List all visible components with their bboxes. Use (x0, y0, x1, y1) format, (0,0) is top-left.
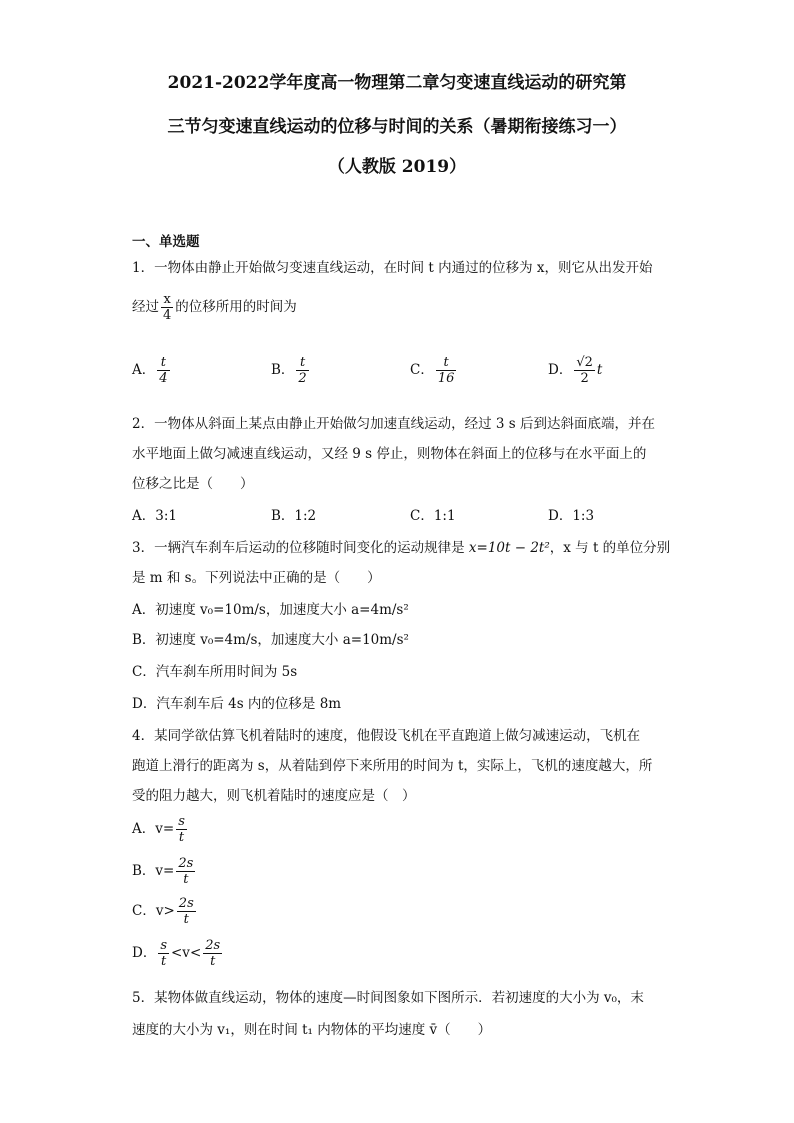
q1-option-b-den: 2 (298, 371, 307, 386)
q1-option-c-label: C． (410, 362, 434, 378)
q1-option-c-den: 16 (437, 371, 455, 386)
title-line-1: 2021-2022学年度高一物理第二章匀变速直线运动的研究第 (167, 73, 627, 93)
q1-frac-num: x (161, 292, 173, 308)
q4-option-d-frac-2 (203, 938, 222, 969)
q1-pre: 经过 (132, 299, 159, 315)
q1-option-d[interactable] (548, 355, 602, 386)
q1-option-b-frac (296, 355, 308, 386)
q4-option-b[interactable] (132, 856, 197, 887)
q4-line-3: 受的阻力越大，则飞机着陆时的速度应是（ ） (132, 788, 416, 804)
q4-option-a[interactable] (132, 814, 189, 845)
q1-option-a[interactable] (132, 355, 172, 386)
q5-line-2: 速度的大小为 v₁，则在时间 t₁ 内物体的平均速度 v̄（ ） (132, 1022, 492, 1038)
q2-option-c[interactable]: C．1:1 (410, 508, 456, 524)
q4-option-a-label: A． (132, 821, 156, 837)
q2-line-3: 位移之比是（ ） (132, 476, 254, 492)
q1-option-b[interactable] (271, 355, 311, 386)
q1-post: 的位移所用的时间为 (175, 299, 297, 315)
q1-option-d-den: 2 (580, 371, 589, 386)
q4-option-a-frac (176, 814, 187, 845)
q3-line-2: 是 m 和 s。下列说法中正确的是（ ） (132, 570, 381, 586)
q2-line-2: 水平地面上做匀减速直线运动，又经 9 s 停止，则物体在斜面上的位移与在水平面上的 (132, 446, 647, 462)
q1-option-d-tail: t (596, 362, 603, 378)
q4-option-d-label: D． (132, 945, 157, 961)
q1-option-c-num: t (436, 355, 457, 371)
section-heading: 一、单选题 (132, 234, 200, 250)
q4-option-c-num: 2s (178, 896, 194, 911)
q1-frac-den: 4 (163, 308, 172, 323)
q1-option-b-label: B． (271, 362, 295, 378)
q1-option-d-label: D． (548, 362, 573, 378)
q4-line-2: 跑道上滑行的距离为 s，从着陆到停下来所用的时间为 t，实际上，飞机的速度越大，所 (132, 758, 653, 774)
q3-line-1-end: ，x 与 t 的单位分别 (549, 540, 671, 556)
q1-line-2 (132, 292, 297, 323)
q1-option-b-num: t (296, 355, 308, 371)
q4-option-c-den: t (183, 912, 189, 927)
q4-option-a-den: t (178, 830, 185, 845)
q4-option-c-pre: v> (155, 903, 175, 919)
q4-option-b-label: B． (132, 863, 156, 879)
q4-option-d[interactable] (132, 938, 224, 969)
title-line-2: 三节匀变速直线运动的位移与时间的关系（暑期衔接练习一） (167, 117, 627, 137)
q1-option-a-den: 4 (159, 371, 168, 386)
q4-option-a-num: s (178, 814, 185, 829)
q4-option-b-pre: v= (155, 863, 175, 879)
q3-line-1 (132, 536, 670, 556)
q2-line-1: 2．一物体从斜面上某点由静止开始做匀加速直线运动，经过 3 s 后到达斜面底端，并在 (132, 416, 655, 432)
title-line-3: （人教版 2019） (327, 157, 467, 177)
q3-option-b[interactable]: B．初速度 v₀=4m/s，加速度大小 a=10m/s² (132, 632, 409, 648)
q5-line-1: 5．某物体做直线运动，物体的速度—时间图象如下图所示．若初速度的大小为 v₀，末 (132, 990, 644, 1006)
q4-option-d-num-1: s (160, 938, 167, 953)
q4-option-a-pre: v= (155, 821, 175, 837)
q4-option-b-den: t (183, 872, 189, 887)
q3-formula: x=10t − 2t² (468, 540, 550, 556)
q2-option-a[interactable]: A．3:1 (132, 508, 177, 524)
q4-option-d-den-1: t (161, 954, 167, 969)
q1-option-a-num: t (157, 355, 169, 371)
q4-option-d-mid: <v< (171, 945, 202, 961)
q4-option-b-num: 2s (178, 856, 194, 871)
q1-option-d-num: √2 (576, 355, 593, 370)
q4-option-c-label: C． (132, 903, 156, 919)
q1-option-c[interactable] (410, 355, 458, 386)
q4-option-d-frac-1 (158, 938, 169, 969)
q3-option-d[interactable]: D．汽车刹车后 4s 内的位移是 8m (132, 696, 342, 712)
q4-option-b-frac (176, 856, 195, 887)
q2-option-d[interactable]: D．1:3 (548, 508, 595, 524)
q1-option-d-frac (574, 355, 595, 386)
q3-line-1-start: 3．一辆汽车刹车后运动的位移随时间变化的运动规律是 (132, 540, 469, 556)
q4-line-1: 4．某同学欲估算飞机着陆时的速度，他假设飞机在平直跑道上做匀减速运动，飞机在 (132, 728, 641, 744)
q1-fraction (161, 292, 173, 323)
q1-option-a-label: A． (132, 362, 156, 378)
q4-option-c-frac (177, 896, 196, 927)
q2-option-b[interactable]: B．1:2 (271, 508, 317, 524)
q4-option-d-den-2: t (210, 954, 216, 969)
q1-option-c-frac (436, 355, 457, 386)
q4-option-c[interactable] (132, 896, 198, 927)
q1-line-1: 1．一物体由静止开始做匀变速直线运动，在时间 t 内通过的位移为 x，则它从出发开始 (132, 260, 653, 276)
q4-option-d-num-2: 2s (205, 938, 221, 953)
q3-option-c[interactable]: C．汽车刹车所用时间为 5s (132, 664, 298, 680)
q3-option-a[interactable]: A．初速度 v₀=10m/s，加速度大小 a=4m/s² (132, 602, 409, 618)
q1-option-a-frac (157, 355, 169, 386)
